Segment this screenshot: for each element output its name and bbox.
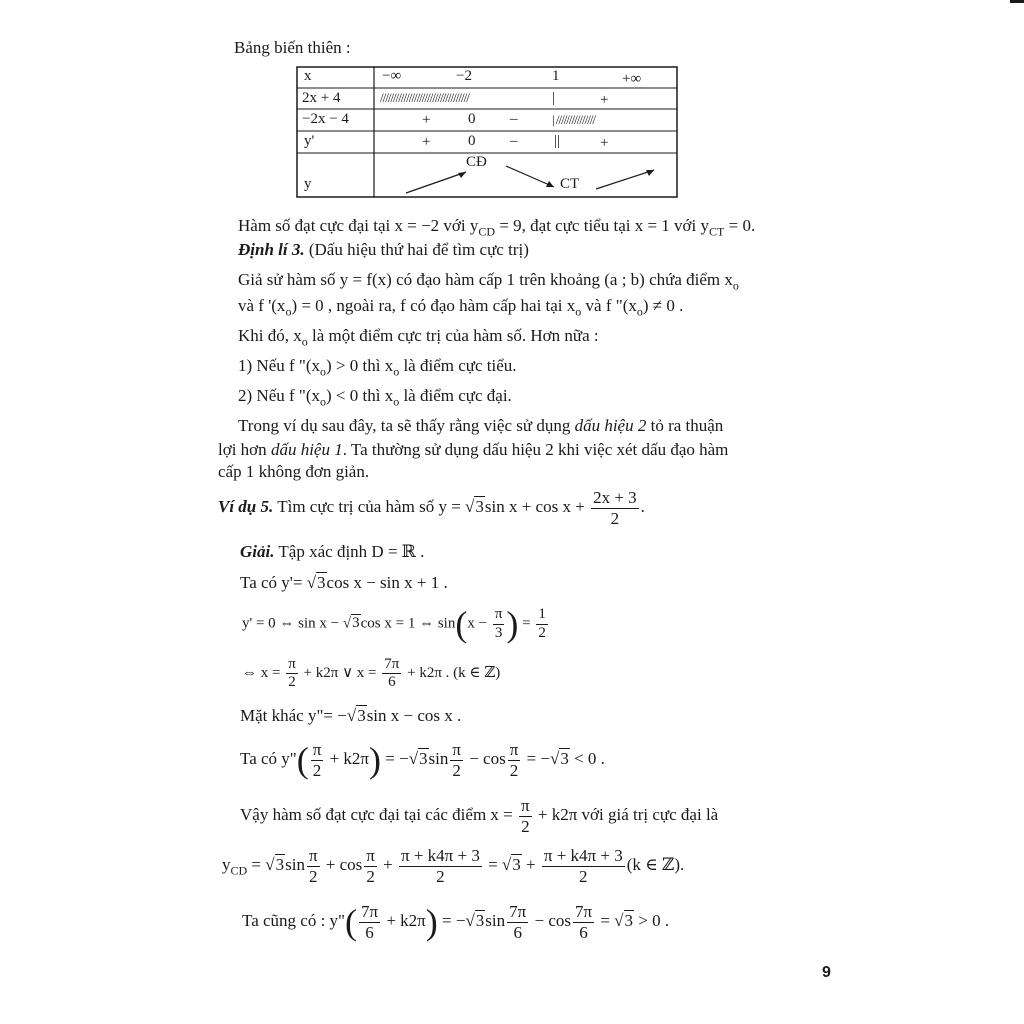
x-one: 1 [552, 68, 560, 84]
x-minus-2: −2 [456, 68, 472, 84]
check-max: Ta có y"( $\frac{\pi}{2}$ + k2π) = −√3sin $\frac{\pi}{2}$ − cos $\frac{\pi}{2}$ = −√3 < 0 . [240, 740, 605, 781]
x-neg-inf: −∞ [382, 68, 402, 84]
paragraph-line-3: cấp 1 không đơn giản. [218, 462, 370, 481]
variation-table [296, 66, 678, 198]
plus-m2x4: + [422, 112, 431, 128]
theorem-title: Định lí 3. (Dấu hiệu thứ hai để tìm cực trị) [238, 240, 529, 259]
row-label-m2x4: −2x − 4 [302, 111, 349, 127]
example-5: Ví dụ 5. Tìm cực trị của hàm số y = √3sin x + cos x + $\frac{2x + 3}{2}$ . [218, 488, 645, 528]
hatch-m2x4: | /////////////// [552, 112, 596, 127]
check-second: Ta cũng có : y"( $\frac{7\pi}{6}$ + k2π) = −√3sin $\frac{7\pi}{6}$ − cos $\frac{7\pi}{6}$ = √3 > 0 . [242, 902, 670, 943]
hatch-2x4: ////////////////////////////////// [380, 90, 469, 105]
dbar-yp: || [554, 133, 561, 149]
max-conclusion: Vậy hàm số đạt cực đại tại các điểm x = $\frac{\pi}{2}$ + k2π với giá trị cực đại là [240, 796, 719, 836]
paragraph-line-1: Trong ví dụ sau đây, ta sẽ thấy rằng việc sử dụng dấu hiệu 2 tỏ ra thuận [238, 416, 724, 435]
row-label-y: y [304, 176, 312, 192]
solution-domain: Giải. Tập xác định D = ℝ . [240, 542, 425, 561]
max-value: $y_{CD} = √3\sin$ $\frac{\pi}{2}$ + cos $\frac{\pi}{2}$ + $\frac{\pi + k4\pi + 3}{2}$ = √3 + $\frac{\pi + k4\pi + 3}{2}$ (k ∈ ℤ). [222, 846, 685, 886]
row-label-x: x [304, 68, 312, 84]
row-label-2x4: 2x + 4 [302, 90, 341, 106]
page-edge-mark [1010, 0, 1024, 3]
paragraph-line-2: lợi hơn dấu hiệu 1. Ta thường sử dụng dấu hiệu 2 khi việc xét dấu đạo hàm [218, 440, 729, 459]
theorem-item-1: 1) Nếu f "$(x_o) > 0$ thì $x_o$ là điểm cực tiểu. [238, 356, 517, 379]
theorem-line-2: và f '$(x_o) = 0$ , ngoài ra, f có đạo hàm cấp hai tại $x_o$ và f "$(x_o) \ne 0$ . [238, 296, 684, 319]
plus-yp: + [422, 134, 431, 150]
first-derivative: Ta có y'= √3cos x − sin x + 1 . [240, 573, 448, 592]
second-derivative: Mặt khác y"= −√3sin x − cos x . [240, 706, 462, 725]
bar-2x4: | [552, 90, 556, 106]
roots-line: ⇔ x = $\frac{\pi}{2}$ + k2π ∨ x = $\frac{7\pi}{6}$ + k2π . (k ∈ ℤ) [242, 656, 501, 691]
zero-m2x4: 0 [468, 111, 476, 127]
zero-yp: 0 [468, 133, 476, 149]
theorem-item-2: 2) Nếu f "$(x_o) < 0$ thì $x_o$ là điểm cực đại. [238, 386, 512, 409]
plus2-yp: + [600, 135, 609, 151]
derivative-equation: y' = 0 ⇔ sin x − √3cos x = 1 ⇔ sin(x − $\frac{\pi}{3}$ ) = $\frac{1}{2}$ [242, 604, 546, 644]
max-label: CĐ [466, 154, 487, 170]
sign-2x4: + [600, 92, 609, 108]
minus-yp: – [510, 133, 518, 149]
x-pos-inf: +∞ [622, 71, 642, 87]
min-label: CT [560, 176, 580, 192]
minus-m2x4: – [510, 111, 518, 127]
table-grid [296, 66, 678, 198]
table-heading: Bảng biến thiên : [234, 38, 351, 57]
extrema-conclusion: Hàm số đạt cực đại tại x = −2 với $y_{CD} = 9$, đạt cực tiểu tại x = 1 với $y_{CT} = 0$. [238, 216, 756, 239]
theorem-line-3: Khi đó, $x_o$ là một điểm cực trị của hàm số. Hơn nữa : [238, 326, 599, 349]
page-number: 9 [822, 964, 831, 981]
row-label-yp: y' [304, 133, 315, 149]
theorem-line-1: Giả sử hàm số y = f(x) có đạo hàm cấp 1 trên khoảng (a ; b) chứa điểm $x_o$ [238, 270, 739, 293]
